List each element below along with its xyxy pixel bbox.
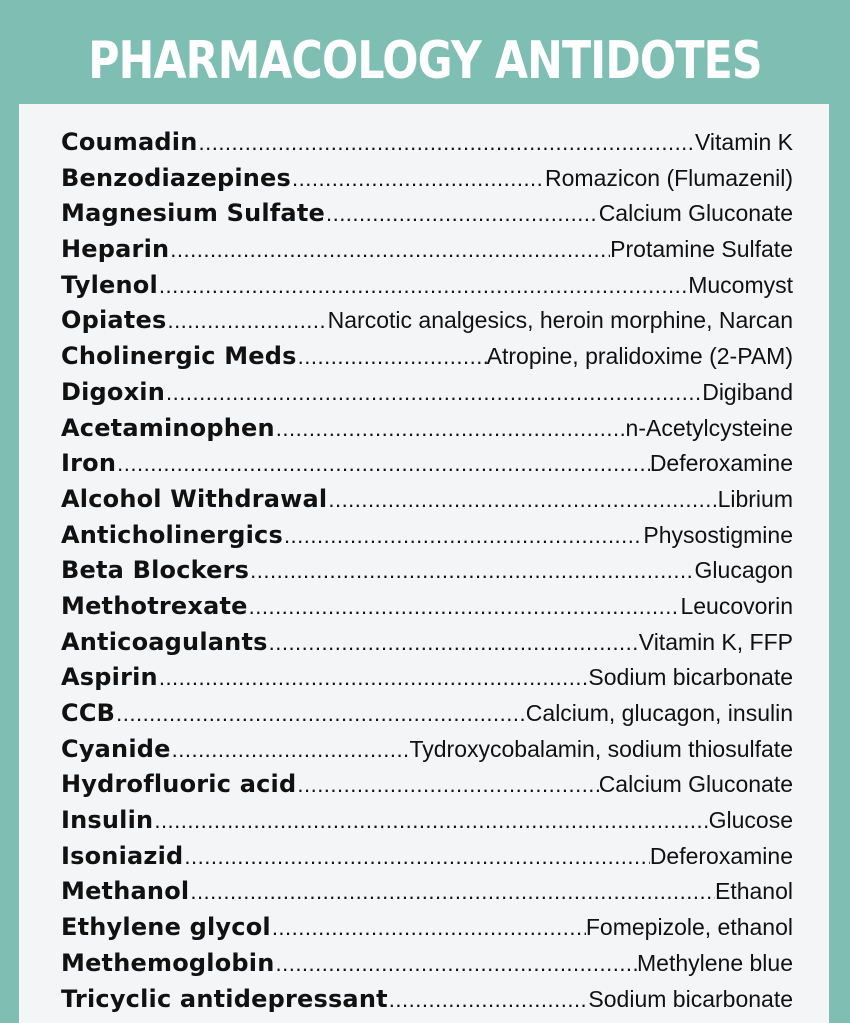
antidote-name: Glucose <box>708 807 793 834</box>
list-item <box>61 271 793 307</box>
list-item <box>61 985 793 1021</box>
drug-name: Coumadin <box>61 128 198 156</box>
list-item <box>61 414 793 450</box>
antidote-name: Atropine, pralidoxime (2-PAM) <box>486 343 793 370</box>
drug-name: Aspirin <box>61 663 158 692</box>
drug-name: Alcohol Withdrawal <box>61 484 328 513</box>
list-item <box>61 199 793 235</box>
drug-name: CCB <box>61 699 116 727</box>
list-item <box>61 877 793 913</box>
dot-leader <box>325 201 599 227</box>
list-item <box>61 378 793 414</box>
list-item <box>61 521 793 557</box>
drug-name: Cholinergic Meds <box>61 342 297 371</box>
dot-leader <box>158 665 589 691</box>
dot-leader <box>183 844 649 870</box>
antidote-name: Vitamin K <box>694 129 793 155</box>
dot-leader <box>166 308 327 334</box>
drug-name: Magnesium Sulfate <box>61 199 325 228</box>
dot-leader <box>296 772 598 798</box>
list-item <box>61 485 793 521</box>
dot-leader <box>283 523 643 549</box>
antidote-name: Mucomyst <box>688 271 793 298</box>
list-item <box>61 128 793 164</box>
dot-leader <box>116 451 650 477</box>
antidote-card <box>19 104 829 1023</box>
dot-leader <box>249 558 694 584</box>
antidote-name: Calcium Gluconate <box>598 771 793 798</box>
drug-name: Anticholinergics <box>61 520 283 549</box>
antidote-name: Tydroxycobalamin, sodium thiosulfate <box>409 735 793 762</box>
dot-leader <box>248 594 681 620</box>
dot-leader <box>268 630 639 656</box>
drug-name: Methemoglobin <box>61 948 275 977</box>
drug-name: Anticoagulants <box>61 627 268 656</box>
list-item <box>61 699 793 735</box>
antidote-name: n-Acetylcysteine <box>625 414 793 441</box>
list-item <box>61 164 793 200</box>
antidote-name: Calcium, glucagon, insulin <box>525 700 793 726</box>
drug-name: Digoxin <box>61 377 166 406</box>
drug-name: Tylenol <box>61 270 158 299</box>
list-item <box>61 449 793 485</box>
drug-name: Beta Blockers <box>61 556 250 585</box>
list-item <box>61 592 793 628</box>
list-item <box>61 556 793 592</box>
antidote-name: Digiband <box>702 378 793 405</box>
drug-name: Heparin <box>61 235 170 264</box>
antidote-name: Methylene blue <box>637 949 793 976</box>
antidote-name: Physostigmine <box>643 521 793 548</box>
antidote-list <box>61 128 793 1020</box>
list-item <box>61 770 793 806</box>
antidote-name: Ethanol <box>714 878 793 905</box>
antidote-name: Glucagon <box>694 557 793 584</box>
antidote-name: Leucovorin <box>680 592 793 619</box>
list-item <box>61 842 793 878</box>
antidote-name: Calcium Gluconate <box>598 200 793 227</box>
dot-leader <box>169 237 610 263</box>
drug-name: Opiates <box>61 306 167 335</box>
page-title: PHARMACOLOGY ANTIDOTES <box>88 31 762 91</box>
list-item <box>61 735 793 771</box>
list-item <box>61 913 793 949</box>
drug-name: Insulin <box>61 806 154 835</box>
list-item <box>61 663 793 699</box>
drug-name: Tricyclic antidepressant <box>61 984 388 1013</box>
dot-leader <box>291 166 545 192</box>
list-item <box>61 628 793 664</box>
dot-leader <box>388 987 589 1013</box>
dot-leader <box>271 915 586 941</box>
drug-name: Hydrofluoric acid <box>61 770 297 799</box>
list-item <box>61 949 793 985</box>
antidote-name: Fomepizole, ethanol <box>585 914 793 941</box>
dot-leader <box>275 416 626 442</box>
antidote-name: Deferoxamine <box>649 842 793 869</box>
antidote-name: Sodium bicarbonate <box>588 985 793 1012</box>
dot-leader <box>189 879 715 905</box>
antidote-name: Narcotic analgesics, heroin morphine, Narcan <box>327 307 793 334</box>
dot-leader <box>158 273 688 299</box>
list-item <box>61 235 793 271</box>
dot-leader <box>115 701 526 727</box>
drug-name: Acetaminophen <box>61 413 275 442</box>
drug-name: Methanol <box>61 877 190 906</box>
dot-leader <box>197 130 695 156</box>
antidote-name: Romazicon (Flumazenil) <box>545 164 793 191</box>
antidote-name: Sodium bicarbonate <box>588 664 793 691</box>
list-item <box>61 306 793 342</box>
antidote-name: Protamine Sulfate <box>610 236 793 263</box>
drug-name: Methotrexate <box>61 591 248 620</box>
antidote-name: Librium <box>717 485 793 512</box>
drug-name: Cyanide <box>61 734 171 763</box>
list-item <box>61 342 793 378</box>
drug-name: Isoniazid <box>61 841 184 870</box>
antidote-name: Vitamin K, FFP <box>638 628 793 655</box>
drug-name: Iron <box>61 449 117 478</box>
dot-leader <box>327 487 717 513</box>
list-item <box>61 806 793 842</box>
dot-leader <box>171 737 410 763</box>
dot-leader <box>297 344 487 370</box>
antidote-name: Deferoxamine <box>649 450 793 477</box>
drug-name: Benzodiazepines <box>61 163 292 192</box>
drug-name: Ethylene glycol <box>61 913 271 942</box>
dot-leader <box>274 951 637 977</box>
dot-leader <box>153 808 708 834</box>
dot-leader <box>165 380 702 406</box>
